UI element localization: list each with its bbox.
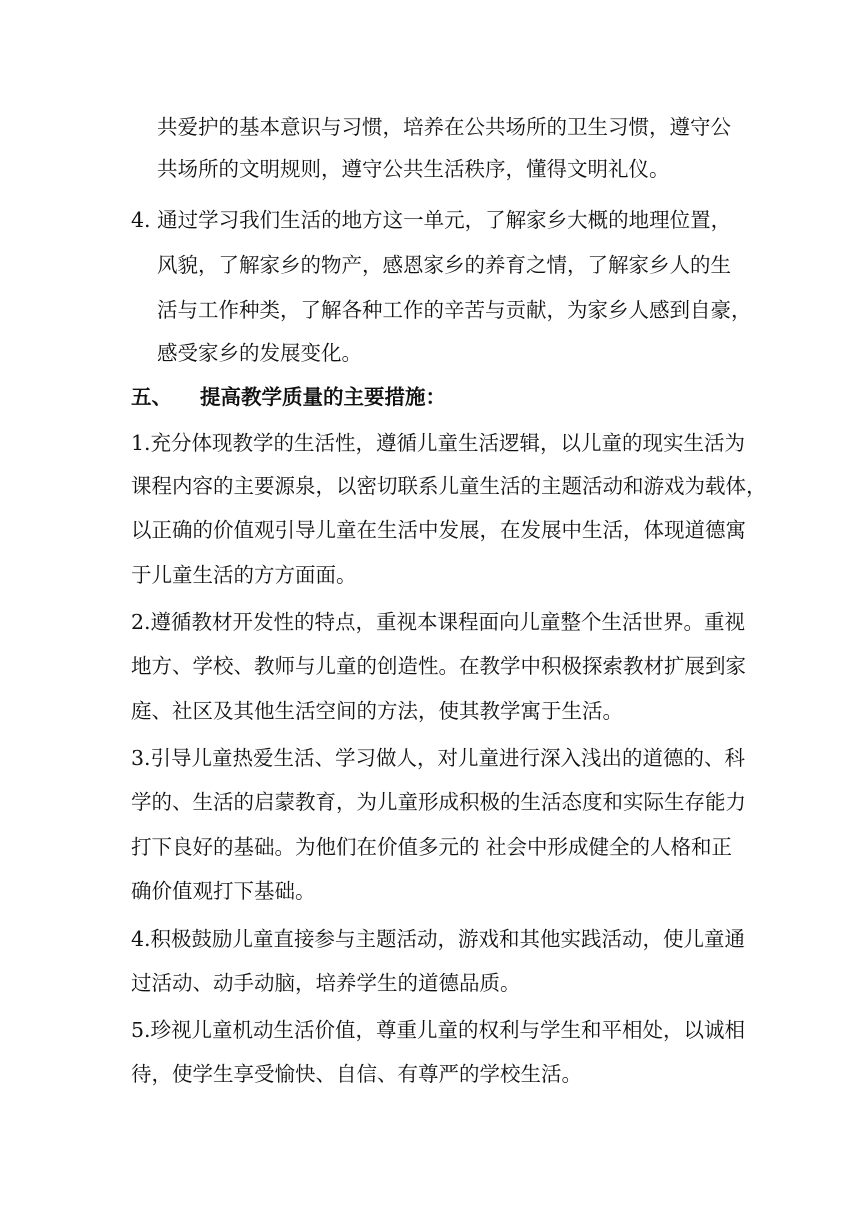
- measure-3-line-4: 确价值观打下基础。: [131, 879, 316, 903]
- measure-2-line-2: 地方、学校、教师与儿童的创造性。在教学中积极探索教材扩展到家: [131, 654, 746, 678]
- item4-line-4: 感受家乡的发展变化。: [157, 341, 362, 365]
- measure-5-line-1: 5.珍视儿童机动生活价值，尊重儿童的权利与学生和平相处，以诚相: [131, 1018, 746, 1042]
- measure-3-line-2: 学的、生活的启蒙教育，为儿童形成积极的生活态度和实际生存能力: [131, 790, 746, 814]
- measure-5-line-2: 待，使学生享受愉快、自信、有尊严的学校生活。: [131, 1062, 582, 1086]
- measure-2-line-1: 2.遵循教材开发性的特点，重视本课程面向儿童整个生活世界。重视: [131, 610, 746, 634]
- section-title: 提高教学质量的主要措施：: [200, 385, 446, 409]
- measure-3-line-3: 打下良好的基础。为他们在价值多元的 社会中形成健全的人格和正: [131, 835, 733, 859]
- item3-line-1: 共爱护的基本意识与习惯，培养在公共场所的卫生习惯，遵守公: [157, 115, 731, 139]
- section-heading: [131, 382, 446, 412]
- measure-4-line-1: 4.积极鼓励儿童直接参与主题活动，游戏和其他实践活动，使儿童通: [131, 927, 746, 951]
- item3-line-2: 共场所的文明规则，遵守公共生活秩序，懂得文明礼仪。: [157, 157, 670, 181]
- measure-1-line-3: 以正确的价值观引导儿童在生活中发展，在发展中生活，体现道德寓: [131, 518, 746, 542]
- section-number: 五、: [131, 385, 172, 409]
- measure-1-line-1: 1.充分体现教学的生活性，遵循儿童生活逻辑，以儿童的现实生活为: [131, 431, 746, 455]
- measure-1-line-4: 于儿童生活的方方面面。: [131, 563, 357, 587]
- measure-2-line-3: 庭、社区及其他生活空间的方法，使其教学寓于生活。: [131, 699, 623, 723]
- measure-4-line-2: 过活动、动手动脑，培养学生的道德品质。: [131, 971, 521, 995]
- item4-line-3: 活与工作种类，了解各种工作的辛苦与贡献，为家乡人感到自豪，: [157, 298, 752, 322]
- measure-1-line-2: 课程内容的主要源泉，以密切联系儿童生活的主题活动和游戏为载体，: [131, 474, 767, 498]
- item4-line-2: 风貌，了解家乡的物产，感恩家乡的养育之情，了解家乡人的生: [157, 253, 731, 277]
- item4-line-1: 4. 通过学习我们生活的地方这一单元，了解家乡大概的地理位置，: [131, 208, 732, 232]
- measure-3-line-1: 3.引导儿童热爱生活、学习做人，对儿童进行深入浅出的道德的、科: [131, 746, 746, 770]
